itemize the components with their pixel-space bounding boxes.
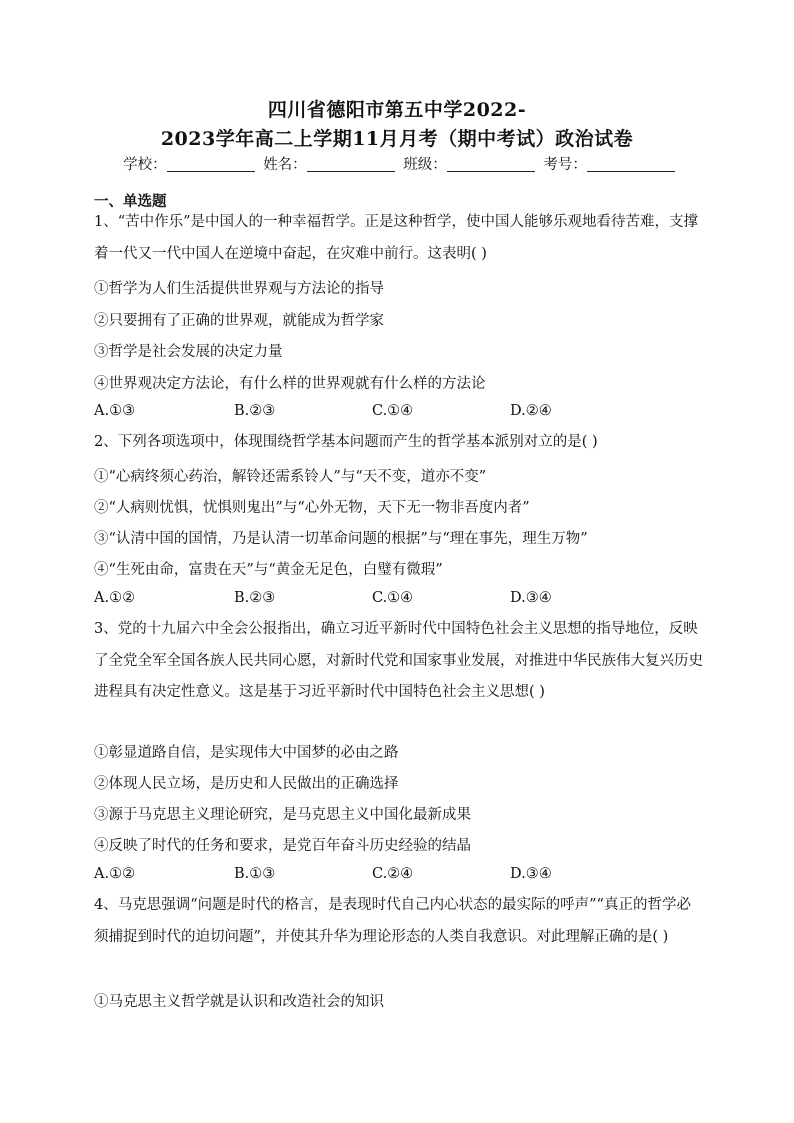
class-blank [447,156,535,172]
choice-c: C.①④ [372,590,414,606]
choice-d: D.③④ [510,590,552,606]
name-blank [307,156,395,172]
student-info-row [0,153,794,174]
choice-c: C.①④ [372,403,414,419]
school-blank [167,156,255,172]
question-stem: 1、“苦中作乐”是中国人的一种幸福哲学。正是这种哲学，使中国人能够乐观地看待苦难，支撑着一代又一代中国人在逆境中奋起，在灾难中前行。这表明( ) [94,214,699,262]
question-option: ④世界观决定方法论，有什么样的世界观就有什么样的方法论 [94,376,486,392]
question-option: ①哲学为人们生活提供世界观与方法论的指导 [94,281,384,297]
question-option: ③哲学是社会发展的决定力量 [94,344,283,360]
question-option: ③“认清中国的国情，乃是认清一切革命问题的根据”与“理在事先，理生万物” [94,531,588,547]
choice-a: A.①② [94,866,136,882]
answer-choices [94,590,704,612]
answer-choices [94,866,704,888]
exam-no-blank [587,156,675,172]
school-label: 学校： [123,157,167,173]
exam-title-line1: 四川省德阳市第五中学2022- [267,99,527,121]
choice-c: C.②④ [372,866,414,882]
answer-choices [94,403,704,425]
choice-d: D.②④ [510,403,552,419]
choice-d: D.③④ [510,866,552,882]
choice-b: B.②③ [234,590,276,606]
choice-a: A.①② [94,590,136,606]
question-option: ③源于马克思主义理论研究，是马克思主义中国化最新成果 [94,807,471,823]
exam-title-line2: 2023学年高二上学期11月月考（期中考试）政治试卷 [160,128,634,150]
question-option: ②体现人民立场，是历史和人民做出的正确选择 [94,776,399,792]
question-option: ④反映了时代的任务和要求，是党百年奋斗历史经验的结晶 [94,838,471,854]
question-stem: 3、党的十九届六中全会公报指出，确立习近平新时代中国特色社会主义思想的指导地位，反映了全党全军全国各族人民共同心愿，对新时代党和国家事业发展，对推进中华民族伟大复兴历史进程具有决定性意义。这是基于习近平新时代中国特色社会主义思想( ) [94,621,703,700]
choice-a: A.①③ [94,403,136,419]
question-option: ①“心病终须心药治，解铃还需系铃人”与“天不变，道亦不变” [94,469,487,485]
exam-no-label: 考号： [543,157,587,173]
question-option: ④“生死由命，富贵在天”与“黄金无足色，白璧有微瑕” [94,562,443,578]
question-stem: 4、马克思强调“问题是时代的格言，是表现时代自己内心状态的最实际的呼声”“真正的哲学必须捕捉到时代的迫切问题”，并使其升华为理论形态的人类自我意识。对此理解正确的是( ) [94,897,691,945]
question-option: ②只要拥有了正确的世界观，就能成为哲学家 [94,313,384,329]
choice-b: B.①③ [234,866,276,882]
class-label: 班级： [403,157,447,173]
section-title: 一、单选题 [94,193,167,210]
choice-b: B.②③ [234,403,276,419]
question-option: ①马克思主义哲学就是认识和改造社会的知识 [94,994,384,1010]
question-option: ①彰显道路自信，是实现伟大中国梦的必由之路 [94,745,399,761]
question-option: ②“人病则忧惧，忧惧则鬼出”与“心外无物，天下无一物非吾度内者” [94,500,530,516]
name-label: 姓名： [263,157,307,173]
question-stem: 2、下列各项选项中，体现围绕哲学基本问题而产生的哲学基本派别对立的是( ) [94,434,598,450]
